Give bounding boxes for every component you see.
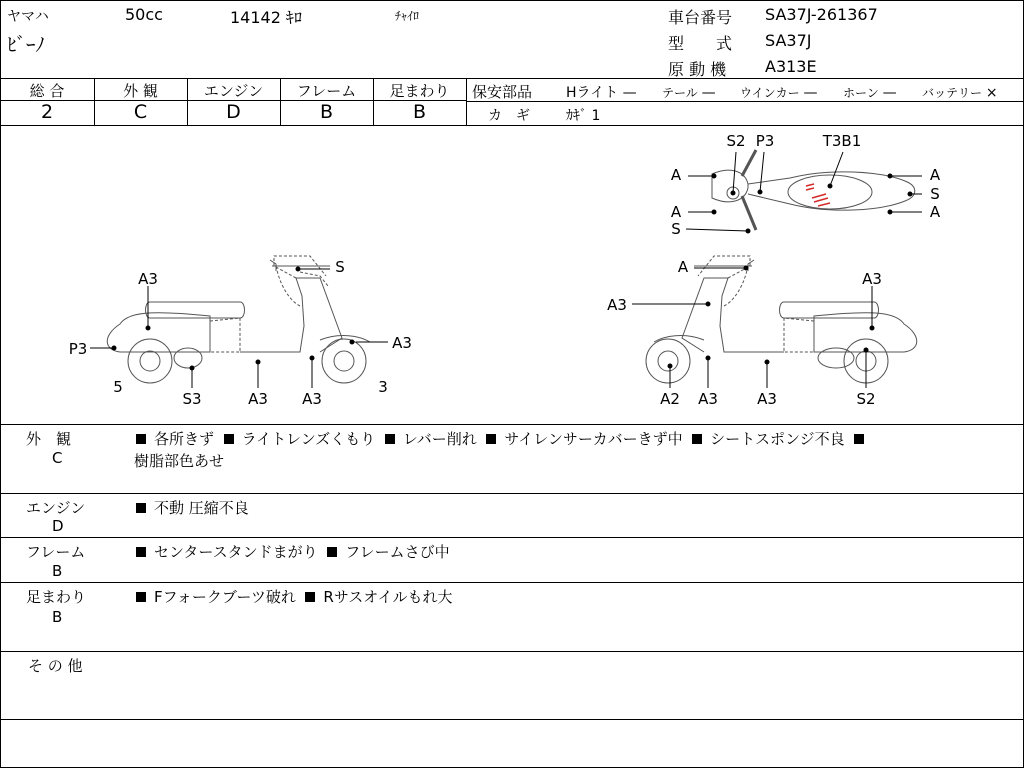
right-label-a3-bottom2: A3 bbox=[757, 390, 777, 408]
top-label-a-back-right: A bbox=[929, 203, 941, 221]
model-name: ﾋﾞｰﾉ bbox=[7, 34, 46, 56]
left-label-a3-seat: A3 bbox=[138, 270, 158, 288]
safety-item-winker: ウインカー — bbox=[740, 85, 818, 101]
type-value: SA37J bbox=[765, 31, 812, 50]
safety-item-battery: バッテリー × bbox=[922, 85, 998, 101]
remark-text-exterior: 各所きず ライトレンズくもり レバー削れ サイレンサーカバーきず中 シートスポンジ不良 bbox=[136, 428, 872, 449]
key-label: カ ギ bbox=[488, 108, 530, 124]
safety-item-horn: ホーン — bbox=[843, 85, 897, 101]
remark-divider bbox=[0, 537, 1023, 538]
displacement: 50cc bbox=[125, 5, 163, 24]
top-label-a-back-left: A bbox=[670, 203, 682, 221]
header-divider bbox=[0, 78, 1023, 79]
left-label-p3-rear: P3 bbox=[68, 340, 88, 358]
scooter-diagrams bbox=[0, 126, 1024, 424]
top-view-leaders bbox=[686, 152, 922, 233]
left-view-leaders bbox=[90, 267, 388, 388]
remark-grade-exterior: C bbox=[52, 449, 63, 467]
remark-divider bbox=[0, 719, 1023, 720]
left-label-a3-bottom1: A3 bbox=[248, 390, 268, 408]
top-label-a-front-right: A bbox=[929, 166, 941, 184]
top-label-a-front-left: A bbox=[670, 166, 682, 184]
engine-value: A313E bbox=[765, 57, 817, 76]
top-label-s-right: S bbox=[930, 185, 940, 203]
safety-item-headlight: Hライト — bbox=[566, 85, 637, 101]
remark-text-engine: 不動 圧縮不良 bbox=[136, 497, 249, 518]
safety-item-tail: テール — bbox=[662, 85, 716, 101]
color: ﾁｬｲﾛ bbox=[395, 9, 420, 23]
right-label-a2: A2 bbox=[660, 390, 680, 408]
right-view-leaders bbox=[632, 266, 874, 388]
remark-label-exterior: 外 観 bbox=[26, 430, 72, 448]
grade-label-engine: エンジン bbox=[203, 82, 264, 100]
grade-value-overall: 2 bbox=[40, 101, 54, 123]
grade-label-frame: フレーム bbox=[296, 82, 357, 100]
right-label-a3-front: A3 bbox=[607, 296, 627, 314]
safety-row-mid bbox=[466, 101, 1023, 102]
top-label-s-bottom: S bbox=[671, 220, 681, 238]
left-label-5: 5 bbox=[113, 378, 123, 396]
mileage: 14142 ｷﾛ bbox=[230, 8, 302, 27]
top-view-damage-marks bbox=[806, 184, 830, 206]
right-label-s2: S2 bbox=[856, 390, 876, 408]
remark-divider bbox=[0, 493, 1023, 494]
remark-grade-suspension: B bbox=[52, 608, 63, 626]
remark-label-other: そ の 他 bbox=[28, 657, 83, 675]
grade-value-engine: D bbox=[226, 101, 241, 123]
remark-label-engine: エンジン bbox=[26, 499, 86, 517]
remark-label-frame: フレーム bbox=[26, 543, 86, 561]
remark-grade-engine: D bbox=[52, 517, 64, 535]
left-label-3: 3 bbox=[378, 378, 388, 396]
remark-divider bbox=[0, 651, 1023, 652]
frame-no-value: SA37J-261367 bbox=[765, 5, 878, 24]
remark-text-exterior-line2: 樹脂部色あせ bbox=[134, 452, 225, 470]
remark-label-suspension: 足まわり bbox=[26, 588, 87, 606]
diagram-bottom-line bbox=[0, 424, 1023, 425]
remark-text-suspension: Fフォークブーツ破れ Rサスオイルもれ大 bbox=[136, 586, 452, 607]
right-label-a3-bottom1: A3 bbox=[698, 390, 718, 408]
grade-value-suspension: B bbox=[412, 101, 427, 123]
grade-label-overall: 総 合 bbox=[29, 82, 65, 100]
key-value: ｶｷﾞ 1 bbox=[566, 108, 601, 124]
top-label-t3b1: T3B1 bbox=[822, 132, 862, 150]
left-label-a3-bottom2: A3 bbox=[302, 390, 322, 408]
remark-text-frame: センタースタンドまがり フレームさび中 bbox=[136, 541, 450, 562]
remark-divider bbox=[0, 582, 1023, 583]
frame-no-label: 車台番号 bbox=[668, 8, 733, 27]
engine-label: 原 動 機 bbox=[668, 60, 727, 79]
grade-value-frame: B bbox=[319, 101, 334, 123]
right-label-a-top: A bbox=[677, 258, 689, 276]
safety-label: 保安部品 bbox=[472, 83, 533, 101]
top-label-s2: S2 bbox=[726, 132, 746, 150]
grade-value-exterior: C bbox=[133, 101, 148, 123]
left-label-s3: S3 bbox=[182, 390, 202, 408]
left-label-s-top: S bbox=[335, 258, 345, 276]
grade-label-suspension: 足まわり bbox=[389, 82, 450, 100]
left-label-a3-front: A3 bbox=[392, 334, 412, 352]
maker: ヤマハ bbox=[7, 9, 49, 25]
type-label: 型 式 bbox=[668, 34, 733, 53]
remark-grade-frame: B bbox=[52, 562, 63, 580]
right-label-a3-seat: A3 bbox=[862, 270, 882, 288]
top-label-p3: P3 bbox=[755, 132, 775, 150]
scooter-top-view bbox=[712, 150, 915, 230]
grade-label-exterior: 外 観 bbox=[123, 82, 158, 100]
